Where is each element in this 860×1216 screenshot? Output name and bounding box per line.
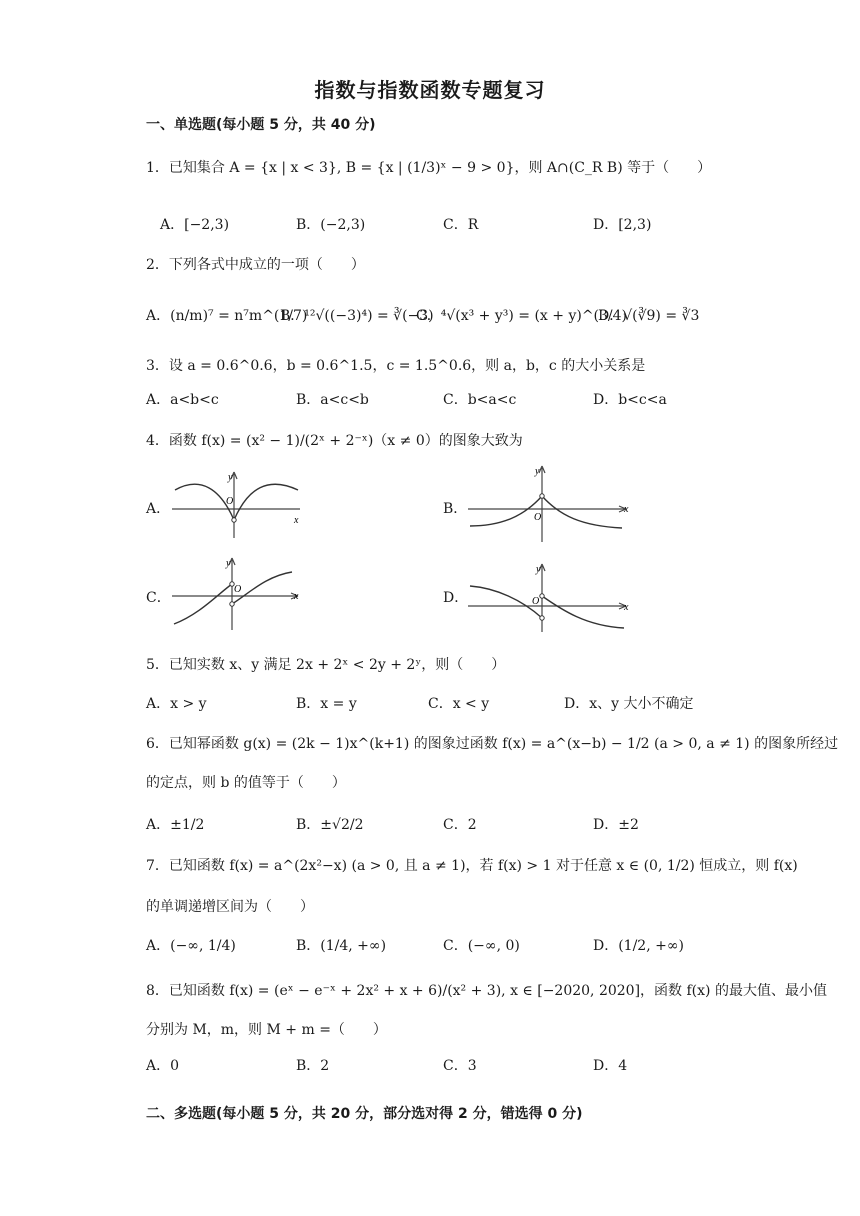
q4-graph-d bbox=[466, 560, 636, 636]
q4b-y-label: y bbox=[535, 466, 540, 477]
question-6-stem-line2: 的定点，则 b 的值等于（ ） bbox=[146, 775, 346, 791]
q4b-x-label: x bbox=[624, 504, 629, 515]
q3-option-d: D．b<c<a bbox=[593, 392, 667, 408]
q7-option-d: D．(1/2, +∞) bbox=[593, 938, 684, 954]
q4c-origin-label: O bbox=[234, 584, 242, 595]
q6-option-c: C．2 bbox=[443, 817, 477, 833]
q4-graph-c bbox=[170, 554, 310, 634]
q8-option-b: B．2 bbox=[296, 1058, 330, 1074]
q1-option-a: A．[−2,3) bbox=[160, 217, 230, 233]
q2-option-c: C．⁴√(x³ + y³) = (x + y)^(3/4) bbox=[416, 308, 628, 324]
question-5-stem: 5．已知实数 x、y 满足 2x + 2ˣ < 2y + 2ʸ，则（ ） bbox=[146, 657, 506, 673]
q6-option-a: A．±1/2 bbox=[146, 817, 205, 833]
q4c-x-label: x bbox=[294, 591, 299, 602]
q3-option-a: A．a<b<c bbox=[146, 392, 219, 408]
q1-option-d: D．[2,3) bbox=[593, 217, 652, 233]
q7-option-a: A．(−∞, 1/4) bbox=[146, 938, 236, 954]
q3-option-c: C．b<a<c bbox=[443, 392, 517, 408]
q4-option-a-label: A． bbox=[146, 501, 171, 517]
page-title: 指数与指数函数专题复习 bbox=[314, 78, 546, 102]
q5-option-d: D．x、y 大小不确定 bbox=[564, 696, 694, 712]
q2-option-b: B．¹²√((−3)⁴) = ∛(−3) bbox=[280, 308, 434, 324]
q4a-y-label: y bbox=[228, 472, 233, 483]
question-8-stem-line2: 分别为 M，m，则 M + m =（ ） bbox=[146, 1022, 387, 1038]
question-7-stem-line2: 的单调递增区间为（ ） bbox=[146, 899, 314, 915]
q4a-x-label: x bbox=[294, 515, 299, 526]
question-6-stem-line1: 6．已知幂函数 g(x) = (2k − 1)x^(k+1) 的图象过函数 f(x) = a^(x−b) − 1/2 (a > 0, a ≠ 1) 的图象所经过 bbox=[146, 736, 839, 752]
question-4-stem: 4．函数 f(x) = (x² − 1)/(2ˣ + 2⁻ˣ)（x ≠ 0）的图象大致为 bbox=[146, 433, 523, 449]
q4-option-d-label: D． bbox=[443, 590, 469, 606]
q1-option-b: B．(−2,3) bbox=[296, 217, 366, 233]
q5-option-c: C．x < y bbox=[428, 696, 490, 712]
question-2-stem: 2．下列各式中成立的一项（ ） bbox=[146, 257, 365, 273]
section-heading-multiple-choice: 二、多选题(每小题 5 分，共 20 分，部分选对得 2 分，错选得 0 分) bbox=[146, 1106, 583, 1122]
q6-option-d: D．±2 bbox=[593, 817, 639, 833]
q8-option-c: C．3 bbox=[443, 1058, 477, 1074]
q4b-origin-label: O bbox=[534, 512, 542, 523]
q4d-y-label: y bbox=[536, 564, 541, 575]
q4-graph-a bbox=[170, 468, 310, 540]
q6-option-b: B．±√2/2 bbox=[296, 817, 364, 833]
question-1-stem: 1．已知集合 A = {x | x < 3}, B = {x | (1/3)ˣ − 9 > 0}，则 A∩(C_R B) 等于（ ） bbox=[146, 160, 712, 176]
q4-option-c-label: C． bbox=[146, 590, 171, 606]
q7-option-c: C．(−∞, 0) bbox=[443, 938, 520, 954]
question-7-stem-line1: 7．已知函数 f(x) = a^(2x²−x) (a > 0, 且 a ≠ 1)，若 f(x) > 1 对于任意 x ∈ (0, 1/2) 恒成立，则 f(x) bbox=[146, 858, 798, 874]
q4d-origin-label: O bbox=[532, 596, 540, 607]
q5-option-b: B．x = y bbox=[296, 696, 357, 712]
q4-option-b-label: B． bbox=[443, 501, 468, 517]
q8-option-d: D．4 bbox=[593, 1058, 628, 1074]
question-3-stem: 3．设 a = 0.6^0.6，b = 0.6^1.5，c = 1.5^0.6，则 a，b，c 的大小关系是 bbox=[146, 358, 646, 374]
q5-option-a: A．x > y bbox=[146, 696, 207, 712]
q8-option-a: A．0 bbox=[146, 1058, 180, 1074]
q2-option-d: D．√(∛9) = ∛3 bbox=[598, 308, 700, 324]
q4c-y-label: y bbox=[226, 558, 231, 569]
question-8-stem-line1: 8．已知函数 f(x) = (eˣ − e⁻ˣ + 2x² + x + 6)/(x² + 3), x ∈ [−2020, 2020]，函数 f(x) 的最大值、最小值 bbox=[146, 983, 827, 999]
q2-option-a: A．(n/m)⁷ = n⁷m^(1/7) bbox=[146, 308, 308, 324]
q7-option-b: B．(1/4, +∞) bbox=[296, 938, 387, 954]
q4d-x-label: x bbox=[624, 602, 629, 613]
q1-option-c: C．R bbox=[443, 217, 479, 233]
q4-graph-b bbox=[466, 462, 636, 552]
q4a-origin-label: O bbox=[226, 496, 234, 507]
q3-option-b: B．a<c<b bbox=[296, 392, 369, 408]
section-heading-single-choice: 一、单选题(每小题 5 分，共 40 分) bbox=[146, 117, 376, 133]
